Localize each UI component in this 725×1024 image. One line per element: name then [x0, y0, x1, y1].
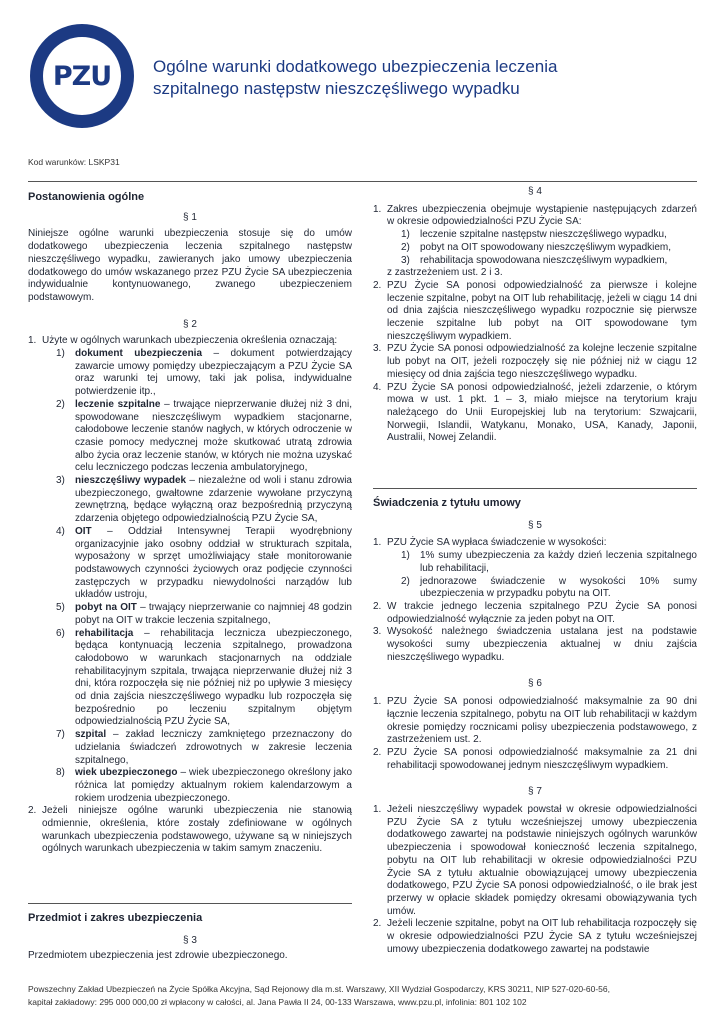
- definition-term: szpital: [75, 729, 107, 741]
- scope-items-list: [387, 229, 697, 267]
- sub-item: [42, 399, 352, 475]
- left-column: [28, 191, 352, 856]
- sub-item-number: 2): [56, 398, 65, 410]
- sub-item: [42, 628, 352, 730]
- pzu-logo-text: PZU: [52, 60, 112, 92]
- definition-text: – trwający nieprzerwanie co najmniej 48 godzin pobyt na OIT w trakcie leczenia szpitalnego,: [75, 602, 352, 626]
- item-number: 2.: [373, 600, 382, 612]
- section-heading-benefits: Świadczenia z tytułu umowy: [373, 497, 521, 509]
- item-number: 1.: [373, 537, 382, 549]
- sub-item-number: 5): [56, 602, 65, 614]
- item-number: 2.: [28, 805, 37, 817]
- item-text: Wysokość należnego świadczenia ustalana jest na podstawie wysokości sumy ubezpieczenia aktualnej w dniu zajścia nieszczęśliwego wypadku.: [387, 626, 697, 663]
- paragraph-3-text: Przedmiotem ubezpieczenia jest zdrowie ubezpieczonego.: [28, 950, 288, 962]
- item-text: PZU Życie SA ponosi odpowiedzialność maksymalnie za 21 dni rehabilitacji spowodowanej jednym nieszczęśliwym wypadkiem.: [387, 746, 697, 771]
- item-number: 1.: [28, 335, 37, 347]
- item-text: Jeżeli nieszczęśliwy wypadek powstał w okresie odpowiedzialności PZU Życie SA z tytułu wcześniejszej umowy ubezpieczenia dodatkowego zawartej na podstawie niniejszych ogólnych warunków ubezpieczenia i spowodował konieczność leczenia szpitalnego, pobytu na OIT lub rehabilitacji w okresie odpowiedzialności PZU Życie SA z tytułu aktualnie obowiązującej umowy ubezpieczenia dodatkowego, PZU Życie SA ponosi odpowiedzialność, o ile brak jest przerwy w opłacie składek pomiędzy okresami obowiązywania tych umów.: [387, 804, 697, 917]
- definition-text: – niezależne od woli i stanu zdrowia ubezpieczonego, gwałtowne zdarzenie wywołane przyczyną zewnętrzną, będące wyłączną oraz bezpośrednią przyczyną zdarzenia objętego odpowiedzialnością PZU Życie SA,: [75, 475, 352, 525]
- page-footer: [28, 983, 610, 1009]
- sub-item-number: 4): [56, 525, 65, 537]
- footer-line-1: Powszechny Zakład Ubezpieczeń na Życie Spółka Akcyjna, Sąd Rejonowy dla m.st. Warszawy, XII Wydział Gospodarczy, KRS 30211, NIP 527-020-60-56,: [28, 984, 610, 994]
- definition-text: – dokument potwierdzający zawarcie umowy pomiędzy ubezpieczającym a PZU Życie SA oraz warunki tej umowy, taki jak polisa, indywidualne potwierdzenie itp.,: [75, 348, 352, 398]
- right-column: [373, 186, 697, 445]
- sub-item: [387, 550, 697, 575]
- paragraph-1-text: Niniejsze ogólne warunki ubezpieczenia stosuje się do umów dodatkowego ubezpieczenia leczenia szpitalnego następstw nieszczęśliwego wypadku, zawieranych jako umowy ubezpieczenia dodatkowego do umów wskazanego przez PZU Życie SA ubezpieczenia indywidualnie kontynuowanego, zwanego ubezpieczeniem podstawowym.: [28, 228, 352, 303]
- sub-item-number: 1): [56, 348, 65, 360]
- definition-term: nieszczęśliwy wypadek: [75, 475, 187, 487]
- section-heading-general: Postanowienia ogólne: [28, 191, 145, 203]
- sub-item-text: leczenie szpitalne następstw nieszczęśliwego wypadku,: [420, 229, 667, 241]
- left-column-bottom: [28, 912, 352, 963]
- title-line-1: Ogólne warunki dodatkowego ubezpieczenia leczenia: [153, 57, 558, 76]
- header-divider: [28, 181, 697, 182]
- item-text: Użyte w ogólnych warunkach ubezpieczenia określenia oznaczają:: [42, 335, 338, 347]
- item-text: Jeżeli leczenie szpitalne, pobyt na OIT lub rehabilitacja rozpoczęły się w okresie odpowiedzialności PZU Życie SA z tytułu wcześniejszej umowy ubezpieczenia dodatkowego zawartej na podstawie: [387, 918, 697, 955]
- list-item: [373, 918, 697, 956]
- sub-item: [387, 242, 697, 255]
- list-item: [373, 204, 697, 280]
- paragraph-symbol-5: § 5: [528, 519, 542, 531]
- paragraph-symbol-4: § 4: [528, 186, 542, 197]
- paragraph-symbol-3: § 3: [183, 934, 197, 946]
- item-text: PZU Życie SA wypłaca świadczenie w wysokości:: [387, 537, 607, 549]
- item-number: 1.: [373, 804, 382, 816]
- definition-term: leczenie szpitalne: [75, 398, 161, 410]
- paragraph-6-list: [373, 696, 697, 772]
- paragraph-symbol-1: § 1: [183, 211, 197, 223]
- definition-term: pobyt na OIT: [75, 602, 137, 614]
- paragraph-symbol-6: § 6: [528, 678, 542, 690]
- paragraph-4-list: [373, 204, 697, 445]
- sub-item-text: 1% sumy ubezpieczenia za każdy dzień leczenia szpitalnego lub rehabilitacji,: [420, 550, 697, 574]
- paragraph-5-list: [373, 537, 697, 664]
- item-tail: z zastrzeżeniem ust. 2 i 3.: [387, 267, 503, 279]
- list-item: [373, 601, 697, 626]
- item-number: 1.: [373, 203, 382, 215]
- footer-line-2: kapitał zakładowy: 295 000 000,00 zł wpłacony w całości, al. Jana Pawła II 24, 00-133 Warszawa, www.pzu.pl, infolinia: 801 102 102: [28, 997, 527, 1007]
- item-text: PZU Życie SA ponosi odpowiedzialność za pierwsze i kolejne leczenie szpitalne, pobyt na OIT lub rehabilitację, jeżeli w ciągu 14 dni od dnia zajścia nieszczęśliwego wypadku rozpocznie się pierwsze leczenie szpitalne lub pobyt na OIT spowodowane tym nieszczęśliwym wypadkiem.: [387, 279, 697, 342]
- definition-term: wiek ubezpieczonego: [75, 767, 178, 779]
- definition-term: OIT: [75, 525, 92, 537]
- sub-item-number: 8): [56, 767, 65, 779]
- list-item: [373, 343, 697, 381]
- sub-item-text: rehabilitacja spowodowana nieszczęśliwym wypadkiem,: [420, 254, 668, 266]
- paragraph-symbol-7: § 7: [528, 786, 542, 798]
- sub-item-number: 1): [401, 229, 410, 241]
- item-text: Zakres ubezpieczenia obejmuje wystąpienie następujących zdarzeń w okresie odpowiedzialności PZU Życie SA:: [387, 203, 697, 228]
- sub-item-text: pobyt na OIT spowodowany nieszczęśliwym wypadkiem,: [420, 241, 672, 253]
- item-text: PZU Życie SA ponosi odpowiedzialność za kolejne leczenie szpitalne lub pobyt na OIT, jeżeli rozpoczęły się nie później niż w ciągu 12 miesięcy od dnia zajścia tego nieszczęśliwego wypadku.: [387, 343, 697, 380]
- item-text: Jeżeli niniejsze ogólne warunki ubezpieczenia nie stanowią odmiennie, określenia, które zostały zdefiniowane w ogólnych warunkach ubezpieczenia podstawowego, używane są w niniejszych ogólnych warunkach ubezpieczenia w takim samym znaczeniu.: [42, 805, 352, 855]
- item-number: 2.: [373, 918, 382, 930]
- list-item: [373, 804, 697, 918]
- benefit-items-list: [387, 550, 697, 601]
- definition-text: – zakład leczniczy zamkniętego przeznaczony do udzielania świadczeń zdrowotnych w zakresie leczenia szpitalnego,: [75, 729, 352, 766]
- sub-item-number: 3): [56, 475, 65, 487]
- section-divider-right: [373, 488, 697, 489]
- section-heading-scope: Przedmiot i zakres ubezpieczenia: [28, 912, 203, 924]
- item-number: 1.: [373, 696, 382, 708]
- document-title: [153, 56, 673, 100]
- pzu-logo: [30, 24, 134, 128]
- item-number: 3.: [373, 626, 382, 638]
- definition-term: dokument ubezpieczenia: [75, 348, 203, 360]
- list-item: [28, 805, 352, 856]
- sub-item: [42, 729, 352, 767]
- right-column-benefits: [373, 497, 697, 957]
- sub-item-number: 2): [401, 575, 410, 587]
- paragraph-7-list: [373, 804, 697, 956]
- item-number: 2.: [373, 279, 382, 291]
- title-line-2: szpitalnego następstw nieszczęśliwego wypadku: [153, 79, 520, 98]
- sub-item-number: 1): [401, 550, 410, 562]
- sub-item: [42, 348, 352, 399]
- definitions-list: [42, 348, 352, 805]
- sub-item-number: 6): [56, 627, 65, 639]
- sub-item-number: 3): [401, 254, 410, 266]
- list-item: [373, 382, 697, 446]
- item-number: 3.: [373, 343, 382, 355]
- sub-item: [42, 767, 352, 805]
- sub-item: [42, 526, 352, 602]
- section-divider-left: [28, 903, 352, 904]
- paragraph-2-list: [28, 335, 352, 856]
- item-number: 2.: [373, 746, 382, 758]
- sub-item-number: 2): [401, 241, 410, 253]
- item-number: 4.: [373, 381, 382, 393]
- definition-text: – wiek ubezpieczonego określony jako różnica lat pomiędzy aktualnym rokiem kalendarzowym a rokiem urodzenia ubezpieczonego.: [75, 767, 352, 804]
- sub-item: [42, 602, 352, 627]
- sub-item-text: jednorazowe świadczenie w wysokości 10% sumy ubezpieczenia w przypadku pobytu na OIT.: [420, 575, 697, 600]
- definition-text: – Oddział Intensywnej Terapii wyodrębniony organizacyjnie jako osobny oddział w strukturach szpitala, wyposażony w sprzęt umożliwiający stałe monitorowanie podstawowych czynności życiowych oraz podjęcie czynności zastępczych w przypadku niewydolności narządów lub układów ustroju,: [75, 525, 352, 601]
- list-item: [373, 747, 697, 772]
- list-item: [373, 537, 697, 601]
- definition-text: – trwające nieprzerwanie dłużej niż 3 dni, spowodowane nieszczęśliwym wypadkiem stacjonarne, całodobowe leczenie stanów nagłych, w których odroczenie w czasie pomocy medycznej może skutkować utratą zdrowia albo życia oraz leczenie stanów, w których nie można uzyskać celu leczniczego podczas leczenia ambulatoryjnego,: [75, 398, 352, 474]
- list-item: [373, 280, 697, 344]
- list-item: [28, 335, 352, 805]
- sub-item: [387, 576, 697, 601]
- definition-term: rehabilitacja: [75, 627, 134, 639]
- paragraph-symbol-2: § 2: [183, 318, 197, 330]
- conditions-code: Kod warunków: LSKP31: [28, 157, 120, 167]
- list-item: [373, 696, 697, 747]
- item-text: PZU Życie SA ponosi odpowiedzialność maksymalnie za 90 dni łącznie leczenia szpitalnego, pobytu na OIT lub rehabilitacji w każdym okresie pomiędzy rocznicami polisy ubezpieczenia podstawowego, z zastrzeżeniem ust. 2.: [387, 696, 697, 746]
- sub-item-number: 7): [56, 729, 65, 741]
- item-text: W trakcie jednego leczenia szpitalnego PZU Życie SA ponosi odpowiedzialność wyłącznie za jeden pobyt na OIT.: [387, 600, 697, 625]
- pzu-logo-inner: [43, 37, 121, 115]
- sub-item: [42, 475, 352, 526]
- sub-item: [387, 255, 697, 268]
- list-item: [373, 626, 697, 664]
- definition-text: – rehabilitacja lecznicza ubezpieczonego, będąca kontynuacją leczenia szpitalnego, prowadzona całodobowo w warunkach stacjonarnych na oddziale rehabilitacyjnym szpitala, trwająca nieprzerwanie dłużej niż 3 dni, która rozpoczęła się nie później niż po upływie 3 miesięcy od dnia zajścia nieszczęśliwego wypadku lub rozpoczęła się bezpośrednio po leczeniu szpitalnym objętym odpowiedzialnością PZU Życie SA,: [75, 627, 352, 728]
- item-text: PZU Życie SA ponosi odpowiedzialność, jeżeli zdarzenie, o którym mowa w ust. 1 pkt. 1 – 3, miało miejsce na terytorium kraju należącego do Unii Europejskiej lub na terytorium: Szwajcarii, Norwegii, Islandii, Watykanu, Monako, USA, Kanady, Japonii, Australii, Nowej Zelandii.: [387, 381, 697, 444]
- sub-item: [387, 229, 697, 242]
